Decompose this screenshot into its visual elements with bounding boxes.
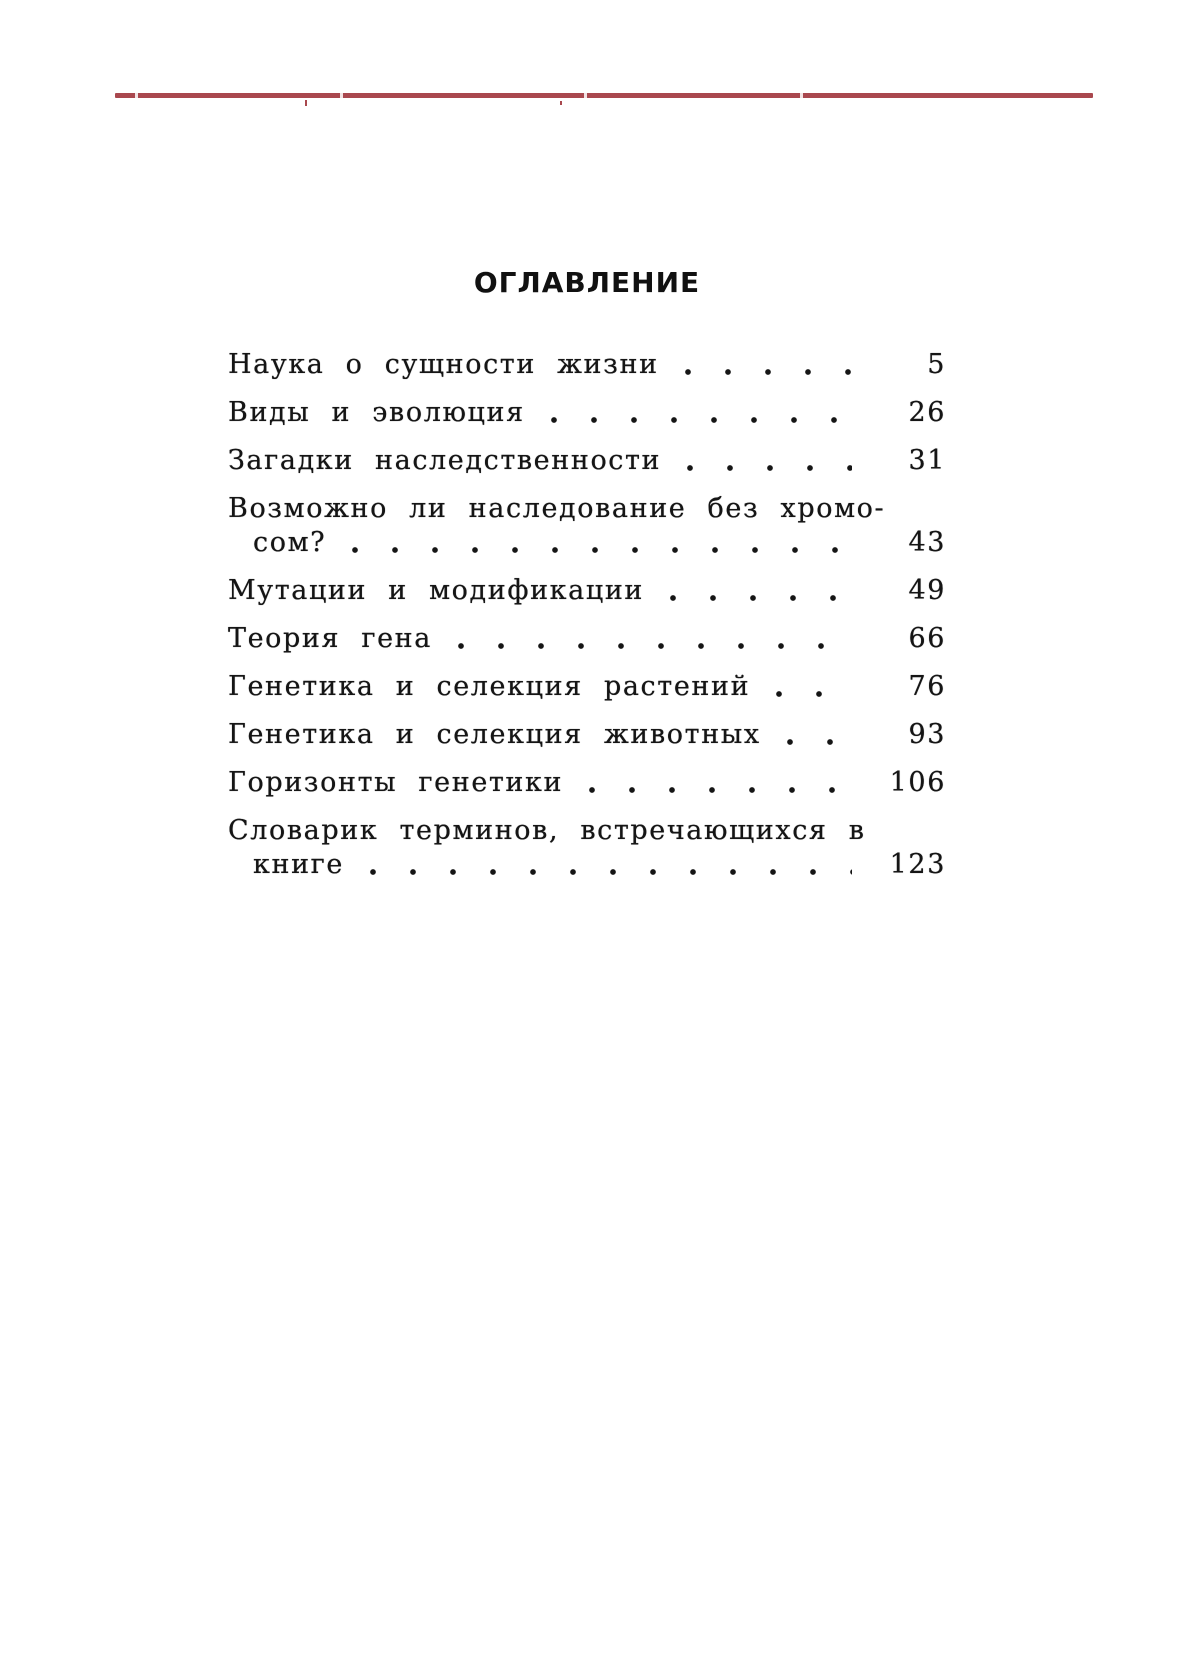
dot-leader — [436, 622, 852, 656]
toc-page-number: 31 — [908, 445, 946, 476]
toc-entry-line: Словарик терминов, встречающихся в — [228, 815, 866, 846]
toc-page-number: 5 — [927, 349, 946, 380]
toc-entry — [228, 444, 946, 478]
toc-page-number: 49 — [908, 575, 946, 606]
toc-entry-line — [228, 348, 946, 382]
dot-leader — [529, 396, 852, 430]
dot-leader — [348, 848, 852, 882]
toc-page-number: 66 — [908, 623, 946, 654]
toc-entry — [228, 622, 946, 656]
toc-page-number: 43 — [908, 527, 946, 558]
toc-entry — [228, 396, 946, 430]
toc-entry-label: сом? — [253, 527, 327, 558]
top-red-rule — [115, 93, 1093, 98]
toc-entry-line: Возможно ли наследование без хромо- — [228, 493, 886, 524]
toc-entry-line — [228, 444, 946, 478]
scan-speck — [560, 101, 562, 105]
dot-leader — [665, 444, 852, 478]
toc-entry-line — [228, 848, 946, 882]
toc-entry-label: Наука о сущности жизни — [228, 349, 659, 380]
toc-entry-label: Теория гена — [228, 623, 432, 654]
toc-page-number: 93 — [908, 719, 946, 750]
toc-entry-line — [228, 396, 946, 430]
toc-entry-line — [228, 526, 946, 560]
dot-leader — [567, 766, 852, 800]
scan-speck — [305, 100, 307, 106]
toc-page-number: 26 — [908, 397, 946, 428]
toc-entry-line — [228, 622, 946, 656]
toc-entry-line — [228, 574, 946, 608]
toc-entry-line — [228, 670, 946, 704]
toc-entry-label: Генетика и селекция животных — [228, 719, 761, 750]
toc-entry-label: Горизонты генетики — [228, 767, 564, 798]
toc-entry — [228, 814, 946, 882]
dot-leader — [648, 574, 852, 608]
toc-title: ОГЛАВЛЕНИЕ — [473, 266, 701, 299]
toc-entry — [228, 670, 946, 704]
rule-gap — [340, 93, 343, 98]
toc-entry — [228, 574, 946, 608]
toc-entry — [228, 348, 946, 382]
toc-entry-line — [228, 718, 946, 752]
toc-entry-label: Мутации и модификации — [228, 575, 645, 606]
dot-leader — [663, 348, 852, 382]
dot-leader — [330, 526, 852, 560]
table-of-contents — [228, 268, 946, 896]
dot-leader — [765, 718, 852, 752]
toc-entry-label: Генетика и селекция растений — [228, 671, 751, 702]
toc-entry-label: Виды и эволюция — [228, 397, 525, 428]
toc-entry-label: книге — [253, 849, 344, 880]
toc-entry — [228, 492, 946, 560]
toc-page-number: 76 — [908, 671, 946, 702]
rule-gap — [800, 93, 803, 98]
toc-page-number: 106 — [889, 767, 946, 798]
toc-list — [228, 348, 946, 882]
toc-entry-line — [228, 766, 946, 800]
toc-entry-label: Загадки наследственности — [228, 445, 662, 476]
toc-entry — [228, 718, 946, 752]
rule-gap — [135, 93, 138, 98]
toc-page-number: 123 — [889, 849, 946, 880]
rule-gap — [584, 93, 587, 98]
toc-entry — [228, 766, 946, 800]
dot-leader — [754, 670, 852, 704]
